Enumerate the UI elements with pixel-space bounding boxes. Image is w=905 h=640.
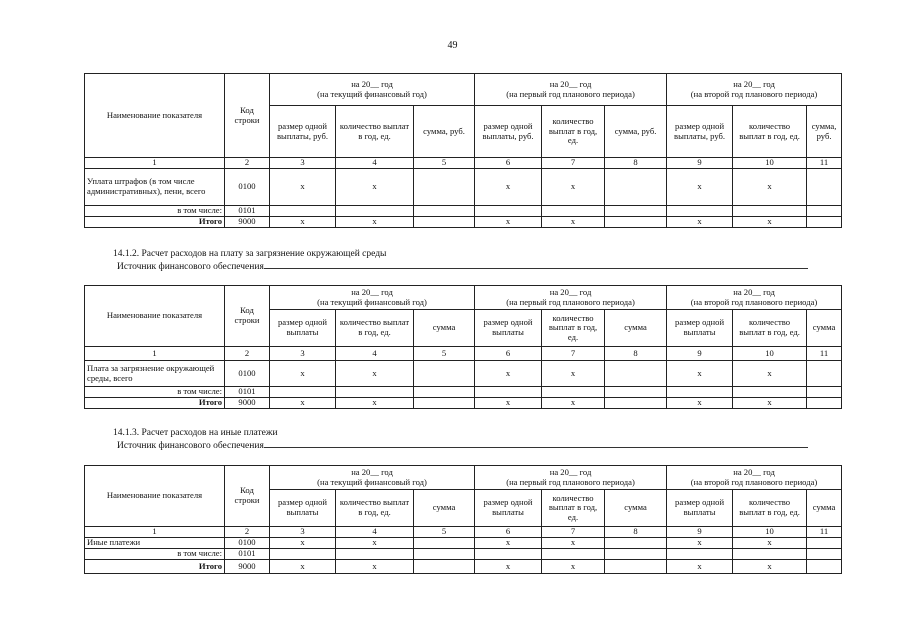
header-period-first: на 20__ год (на первый год планового периода) xyxy=(475,286,667,310)
section-title: 14.1.3. Расчет расходов на иные платежи xyxy=(113,428,278,438)
table-row xyxy=(85,206,842,217)
sub-rate: размер одной выплаты, руб. xyxy=(475,106,542,158)
row-name: Иные платежи xyxy=(85,538,225,549)
table-row: Плата за загрязнение окружающей среды, всего 0100 x x x x x x xyxy=(85,361,842,387)
total-row: Итого 9000 x x x x x x xyxy=(85,398,842,409)
sub-rate: размер одной выплаты xyxy=(667,490,733,527)
row-name: в том числе: xyxy=(85,206,225,217)
sub-rate: размер одной выплаты xyxy=(667,310,733,347)
pollution-table xyxy=(84,285,842,409)
row-name: в том числе: xyxy=(85,387,225,398)
row-code: 0100 xyxy=(225,169,270,206)
sub-rate: размер одной выплаты xyxy=(475,310,542,347)
sub-rate: размер одной выплаты, руб. xyxy=(667,106,733,158)
sub-sum: сумма, руб. xyxy=(807,106,842,158)
sub-count: количество выплат в год, ед. xyxy=(336,106,414,158)
column-numbers-row: 1 2 3 4 5 6 7 8 9 10 11 xyxy=(85,347,842,361)
row-code: 0101 xyxy=(225,206,270,217)
row-code: 0101 xyxy=(225,387,270,398)
header-period-current: на 20__ год (на текущий финансовый год) xyxy=(270,74,475,106)
sub-count: количество выплат в год, ед. xyxy=(336,490,414,527)
row-code: 0100 xyxy=(225,361,270,387)
row-code: 9000 xyxy=(225,560,270,574)
sub-sum: сумма xyxy=(807,310,842,347)
sub-rate: размер одной выплаты xyxy=(270,490,336,527)
header-indicator: Наименование показателя xyxy=(85,466,225,527)
page-number: 49 xyxy=(447,40,458,51)
header-code: Код строки xyxy=(225,466,270,527)
funding-source-line: Источник финансового обеспечения xyxy=(113,260,808,273)
sub-count: количество выплат в год, ед. xyxy=(733,106,807,158)
table-row: Уплата штрафов (в том числе административных), пени, всего 0100 x x x x x x xyxy=(85,169,842,206)
column-numbers-row: 1 2 3 4 5 6 7 8 9 10 11 xyxy=(85,158,842,169)
header-indicator: Наименование показателя xyxy=(85,74,225,158)
header-period-current: на 20__ год (на текущий финансовый год) xyxy=(270,466,475,490)
sub-rate: размер одной выплаты xyxy=(475,490,542,527)
sub-count: количество выплат в год, ед. xyxy=(542,106,605,158)
column-numbers-row: 1 2 3 4 5 6 7 8 9 10 11 xyxy=(85,527,842,538)
sub-rate: размер одной выплаты xyxy=(270,310,336,347)
header-period-first: на 20__ год (на первый год планового периода) xyxy=(475,74,667,106)
row-name: Плата за загрязнение окружающей среды, всего xyxy=(85,361,225,387)
sub-sum: сумма, руб. xyxy=(605,106,667,158)
total-label: Итого xyxy=(85,560,225,574)
total-label: Итого xyxy=(85,217,225,228)
section-title: 14.1.2. Расчет расходов на плату за загрязнение окружающей среды xyxy=(113,249,387,259)
sub-sum: сумма xyxy=(807,490,842,527)
row-code: 9000 xyxy=(225,217,270,228)
fines-table xyxy=(84,73,842,228)
sub-count: количество выплат в год, ед. xyxy=(733,310,807,347)
header-period-first: на 20__ год (на первый год планового периода) xyxy=(475,466,667,490)
row-code: 0101 xyxy=(225,549,270,560)
sub-sum: сумма xyxy=(605,310,667,347)
header-period-current: на 20__ год (на текущий финансовый год) xyxy=(270,286,475,310)
sub-count: количество выплат в год, ед. xyxy=(542,490,605,527)
row-code: 0100 xyxy=(225,538,270,549)
sub-rate: размер одной выплаты, руб. xyxy=(270,106,336,158)
sub-sum: сумма, руб. xyxy=(414,106,475,158)
funding-source-line: Источник финансового обеспечения xyxy=(113,439,808,452)
total-row: Итого 9000 x x x x x x xyxy=(85,217,842,228)
table-row xyxy=(85,549,842,560)
total-row: Итого 9000 x x x x x x xyxy=(85,560,842,574)
sub-sum: сумма xyxy=(605,490,667,527)
header-period-second: на 20__ год (на второй год планового периода) xyxy=(667,74,842,106)
other-payments-table xyxy=(84,465,842,574)
section-other-payments xyxy=(113,428,808,452)
total-label: Итого xyxy=(85,398,225,409)
sub-count: количество выплат в год, ед. xyxy=(733,490,807,527)
sub-sum: сумма xyxy=(414,310,475,347)
sub-count: количество выплат в год, ед. xyxy=(542,310,605,347)
header-code: Код строки xyxy=(225,286,270,347)
header-code: Код строки xyxy=(225,74,270,158)
row-code: 9000 xyxy=(225,398,270,409)
section-pollution xyxy=(113,249,808,273)
row-name: в том числе: xyxy=(85,549,225,560)
sub-count: количество выплат в год, ед. xyxy=(336,310,414,347)
header-indicator: Наименование показателя xyxy=(85,286,225,347)
row-name: Уплата штрафов (в том числе административных), пени, всего xyxy=(85,169,225,206)
header-period-second: на 20__ год (на второй год планового периода) xyxy=(667,286,842,310)
sub-sum: сумма xyxy=(414,490,475,527)
header-period-second: на 20__ год (на второй год планового периода) xyxy=(667,466,842,490)
table-row: Иные платежи 0100 x x x x x x xyxy=(85,538,842,549)
table-row xyxy=(85,387,842,398)
